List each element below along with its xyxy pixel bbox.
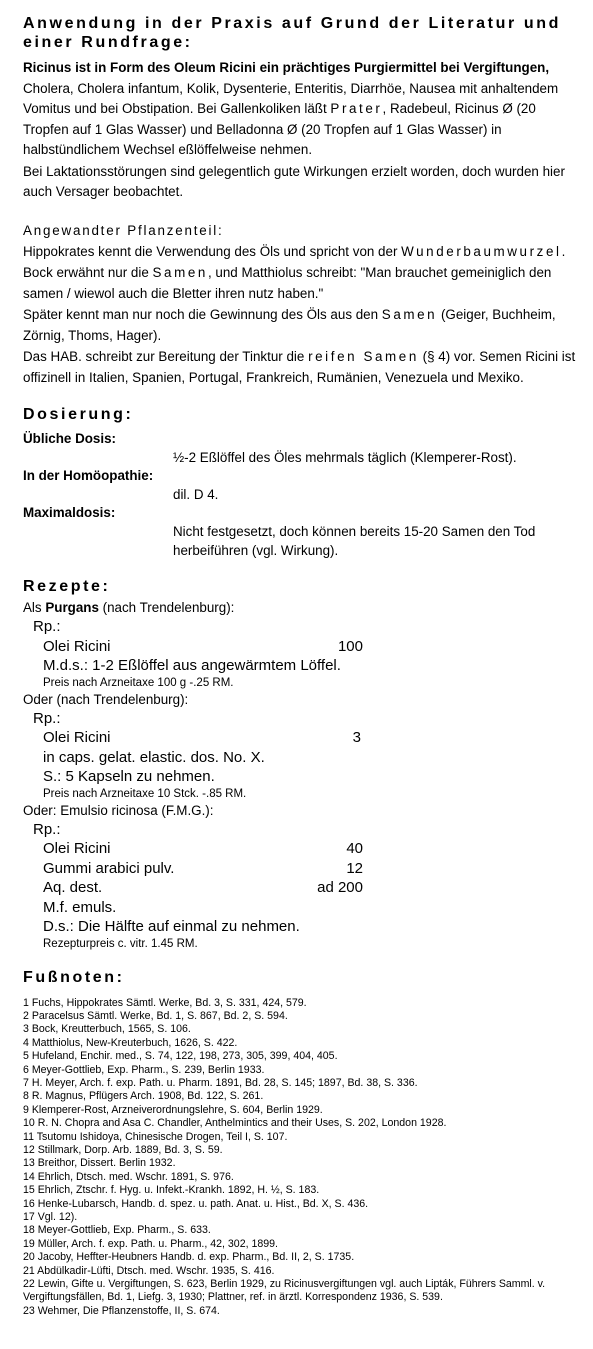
recipe-1-amount: 100 <box>337 637 363 655</box>
usual-dose-label: Übliche Dosis: <box>23 431 117 446</box>
homeopathy-label: In der Homöopathie: <box>23 468 154 483</box>
plant-part-p3-text: Später kennt man nur noch die Gewinnung des Öls aus den <box>23 307 382 322</box>
footnote-item: 19 Müller, Arch. f. exp. Path. u. Pharm., 42, 302, 1899. <box>23 1237 278 1250</box>
intro-text-1: Cholera, Cholera infantum, Kolik, Dysenterie, Enteritis, Diarrhöe, Nausea mit anhaltendem Vomitus und bei Obstipation. Bei Gallenkoliken läßt <box>23 80 559 116</box>
plant-part-p2-text: Bock erwähnt nur die <box>23 265 153 280</box>
plant-part-p1 <box>23 242 578 263</box>
footnote-item: 2 Paracelsus Sämtl. Werke, Bd. 1, S. 867, Bd. 2, S. 594. <box>23 1009 288 1022</box>
plant-part-p4 <box>23 347 578 388</box>
footnote-item: 11 Tsutomu Ishidoya, Chinesische Drogen, Teil I, S. 107. <box>23 1130 288 1143</box>
footnotes-list <box>23 997 578 1319</box>
recipe-1-intro-bold: Purgans <box>45 600 99 615</box>
plant-part-p1-spaced: Wunderbaumwurzel <box>401 243 562 259</box>
recipes-heading: Rezepte: <box>23 578 111 595</box>
intro-prater: Prater <box>330 101 383 116</box>
plant-part-p3-spaced: Samen <box>381 307 438 322</box>
footnotes-section <box>23 968 578 1319</box>
recipe-3-ingredient-2: Gummi arabici pulv. <box>43 859 175 877</box>
footnote-item: 7 H. Meyer, Arch. f. exp. Path. u. Pharm. 1891, Bd. 28, S. 145; 1897, Bd. 38, S. 336. <box>23 1076 418 1089</box>
footnote-item: 3 Bock, Kreutterbuch, 1565, S. 106. <box>23 1023 191 1036</box>
recipe-3-amount-2: 12 <box>346 859 363 877</box>
recipe-3-ingredient-3: Aq. dest. <box>43 879 103 896</box>
footnote-item: 4 Matthiolus, New-Kreuterbuch, 1626, S. 422. <box>23 1036 238 1049</box>
footnote-item: 8 R. Magnus, Pflügers Arch. 1908, Bd. 122, S. 261. <box>23 1090 264 1103</box>
recipe-1-line-2: M.d.s.: 1-2 Eßlöffel aus angewärmtem Löffel. <box>43 657 341 674</box>
plant-part-p1-end: . <box>561 243 566 259</box>
max-dose-label: Maximaldosis: <box>23 505 116 520</box>
recipe-2-line-3: S.: 5 Kapseln zu nehmen. <box>43 768 215 785</box>
recipe-3-price: Rezepturpreis c. vitr. 1.45 RM. <box>43 937 198 950</box>
recipe-1-rp: Rp.: <box>33 618 61 635</box>
footnote-item: 10 R. N. Chopra and Asa C. Chandler, Anthelmintics and their Uses, S. 202, London 1928. <box>23 1117 447 1130</box>
plant-part-p4-text: Das HAB. schreibt zur Bereitung der Tinktur die <box>23 349 309 364</box>
recipe-3-line-3 <box>43 878 363 898</box>
recipe-3-amount-3: ad 200 <box>317 879 363 896</box>
recipe-1-line-1 <box>43 637 363 657</box>
recipe-2-line-2: in caps. gelat. elastic. dos. No. X. <box>43 748 265 766</box>
plant-part-p2 <box>23 263 578 304</box>
plant-part-p4-spaced: reifen Samen <box>308 349 419 364</box>
recipe-2-line-1 <box>43 728 361 748</box>
recipe-3-intro: Oder: Emulsio ricinosa (F.M.G.): <box>23 802 214 818</box>
recipes-section <box>23 577 578 952</box>
recipe-3-line-1 <box>43 839 363 859</box>
recipe-3-line-2 <box>43 859 363 879</box>
recipe-2 <box>23 691 578 802</box>
recipe-2-amount: 3 <box>352 729 361 746</box>
recipe-3-ingredient-1: Olei Ricini <box>43 840 111 857</box>
footnote-item: 13 Breithor, Dissert. Berlin 1932. <box>23 1157 176 1170</box>
recipe-1-intro <box>23 599 578 617</box>
recipe-3-amount-1: 40 <box>346 840 363 857</box>
footnote-item: 9 Klemperer-Rost, Arzneiverordnungslehre, S. 604, Berlin 1929. <box>23 1103 323 1116</box>
recipe-1-intro-b: (nach Trendelenburg): <box>98 600 235 615</box>
footnote-item: 16 Henke-Lubarsch, Handb. d. spez. u. path. Anat. u. Hist., Bd. X, S. 436. <box>23 1197 369 1210</box>
footnote-item: 21 Abdülkadir-Lüfti, Dtsch. med. Wschr. 1935, S. 416. <box>23 1264 275 1277</box>
recipe-3-rp: Rp.: <box>33 820 61 838</box>
footnote-item: 23 Wehmer, Die Pflanzenstoffe, II, S. 674. <box>23 1304 220 1317</box>
document-page <box>23 14 578 1318</box>
intro-paragraph <box>23 58 578 161</box>
lactation-paragraph: Bei Laktationsstörungen sind gelegentlich gute Wirkungen erzielt worden, doch wurden hier auch Versager beobachtet. <box>23 163 565 199</box>
recipe-2-intro: Oder (nach Trendelenburg): <box>23 691 189 707</box>
footnote-item: 5 Hufeland, Enchir. med., S. 74, 122, 198, 273, 305, 399, 404, 405. <box>23 1050 338 1063</box>
footnote-item: 22 Lewin, Gifte u. Vergiftungen, S. 623, Berlin 1929, zu Ricinusvergiftungen vgl. auch Lipták, Führers Samml. v. Vergiftungsfällen, Bd. 1, Liefg. 3, 1930; Plattner, ref. in ärztl. Korrespondenz 1936, S. 539. <box>23 1278 546 1304</box>
footnotes-heading: Fußnoten: <box>23 968 125 986</box>
footnote-item: 15 Ehrlich, Ztschr. f. Hyg. u. Infekt.-Krankh. 1892, H. ½, S. 183. <box>23 1184 320 1197</box>
recipe-1-intro-a: Als <box>23 600 46 615</box>
recipe-3-line-4: M.f. emuls. <box>43 898 117 916</box>
recipe-3-line-5: D.s.: Die Hälfte auf einmal zu nehmen. <box>43 918 300 935</box>
recipe-1-ingredient: Olei Ricini <box>43 637 111 655</box>
recipe-1-price: Preis nach Arzneitaxe 100 g -.25 RM. <box>43 676 234 689</box>
plant-part-p2-spaced: Samen <box>152 265 208 280</box>
dosage-heading: Dosierung: <box>23 406 134 423</box>
recipe-2-rp: Rp.: <box>33 709 61 727</box>
footnote-item: 20 Jacoby, Heffter-Heubners Handb. d. exp. Pharm., Bd. II, 2, S. 1735. <box>23 1251 355 1264</box>
recipe-1 <box>23 599 578 691</box>
footnote-item: 14 Ehrlich, Dtsch. med. Wschr. 1891, S. 976. <box>23 1170 234 1183</box>
footnote-item: 1 Fuchs, Hippokrates Sämtl. Werke, Bd. 3, S. 331, 424, 579. <box>23 996 307 1009</box>
page-title: Anwendung in der Praxis auf Grund der Literatur und einer Rundfrage: <box>23 15 561 51</box>
plant-part-heading: Angewandter Pflanzenteil: <box>23 222 224 238</box>
plant-part-p4-end: (§ 4) vor. Semen Ricini ist offizinell in Italien, Spanien, Portugal, Frankreich, Rumänien, Venezuela und Mexiko. <box>23 349 576 385</box>
footnote-item: 18 Meyer-Gottlieb, Exp. Pharm., S. 633. <box>23 1224 211 1237</box>
dosage-section <box>23 405 578 560</box>
intro-text-2: , Radebeul, Ricinus Ø (20 Tropfen auf 1 Glas Wasser) und Belladonna Ø (20 Tropfen auf 1 Glas Wasser) in halbstündlichem Wechsel eßlöffelweise nehmen. <box>23 101 536 157</box>
recipe-3 <box>23 802 578 952</box>
plant-part-p2-end: , und Matthiolus schreibt: "Man brauchet gemeiniglich den samen / wiewol auch die Bletter ihren nutz haben." <box>23 265 552 301</box>
homeopathy-value: dil. D 4. <box>173 487 219 502</box>
max-dose-value: Nicht festgesetzt, doch können bereits 15-20 Samen den Tod herbeiführen (vgl. Wirkung). <box>173 524 536 558</box>
plant-part-p1-text: Hippokrates kennt die Verwendung des Öls und spricht von der <box>23 243 402 259</box>
usual-dose-value: ½-2 Eßlöffel des Öles mehrmals täglich (Klemperer-Rost). <box>173 450 517 465</box>
plant-part-p3-end: (Geiger, Buchheim, Zörnig, Thoms, Hager). <box>23 307 556 343</box>
intro-bold-text: Ricinus ist in Form des Oleum Ricini ein prächtiges Purgiermittel bei Vergiftungen, <box>23 60 550 75</box>
plant-part-p3 <box>23 305 578 346</box>
footnote-item: 17 Vgl. 12). <box>23 1211 78 1223</box>
footnote-item: 12 Stillmark, Dorp. Arb. 1889, Bd. 3, S. 59. <box>23 1143 223 1156</box>
recipe-2-ingredient: Olei Ricini <box>43 729 111 746</box>
footnote-item: 6 Meyer-Gottlieb, Exp. Pharm., S. 239, Berlin 1933. <box>23 1063 265 1076</box>
recipe-2-price: Preis nach Arzneitaxe 10 Stck. -.85 RM. <box>43 787 247 800</box>
